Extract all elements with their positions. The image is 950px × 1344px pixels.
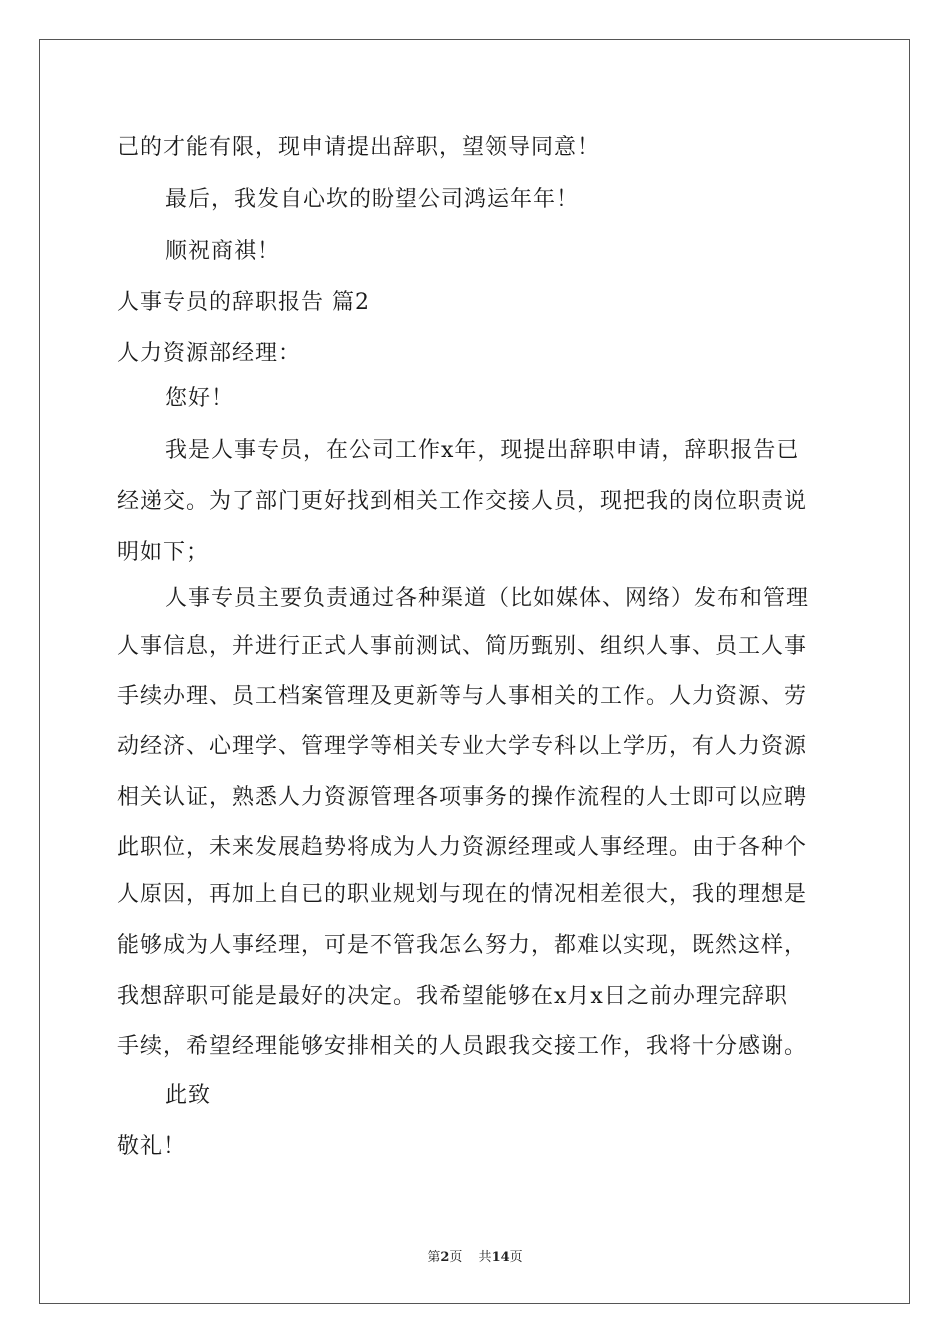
body-line: 人事专员主要负责通过各种渠道（比如媒体、网络）发布和管理 — [165, 586, 810, 611]
body-line: 我想辞职可能是最好的决定。我希望能够在x月x日之前办理完辞职 — [117, 984, 788, 1009]
greeting: 您好！ — [165, 386, 235, 411]
total-pages-indicator: 共14页 — [478, 1250, 523, 1265]
body-line: 人事信息，并进行正式人事前测试、简历甄别、组织人事、员工人事 — [117, 634, 808, 659]
body-line: 能够成为人事经理，可是不管我怎么努力，都难以实现，既然这样， — [117, 933, 808, 958]
closing-greeting: 顺祝商祺！ — [165, 239, 281, 264]
body-line: 人原因，再加上自已的职业规划与现在的情况相差很大，我的理想是 — [117, 882, 808, 907]
section-heading: 人事专员的辞职报告 篇2 — [117, 290, 370, 315]
body-line: 相关认证，熟悉人力资源管理各项事务的操作流程的人士即可以应聘 — [117, 785, 808, 810]
body-line: 明如下； — [117, 540, 210, 565]
closing-wish: 最后，我发自心坎的盼望公司鸿运年年！ — [165, 187, 580, 212]
body-line: 手续办理、员工档案管理及更新等与人事相关的工作。人力资源、劳 — [117, 684, 808, 709]
body-line: 己的才能有限，现申请提出辞职，望领导同意！ — [117, 135, 601, 160]
body-line: 我是人事专员，在公司工作x年，现提出辞职申请，辞职报告已 — [165, 438, 800, 463]
page-border — [39, 39, 910, 1304]
closing-phrase: 此致 — [165, 1083, 212, 1108]
page-indicator: 第2页 — [427, 1250, 463, 1265]
body-line: 手续，希望经理能够安排相关的人员跟我交接工作，我将十分感谢。 — [117, 1034, 808, 1059]
body-line: 经递交。为了部门更好找到相关工作交接人员，现把我的岗位职责说 — [117, 489, 808, 514]
page-footer — [0, 1250, 950, 1266]
closing-salute: 敬礼！ — [117, 1134, 187, 1159]
salutation: 人力资源部经理： — [117, 341, 302, 366]
body-line: 此职位，未来发展趋势将成为人力资源经理或人事经理。由于各种个 — [117, 835, 808, 860]
body-line: 动经济、心理学、管理学等相关专业大学专科以上学历，有人力资源 — [117, 734, 808, 759]
